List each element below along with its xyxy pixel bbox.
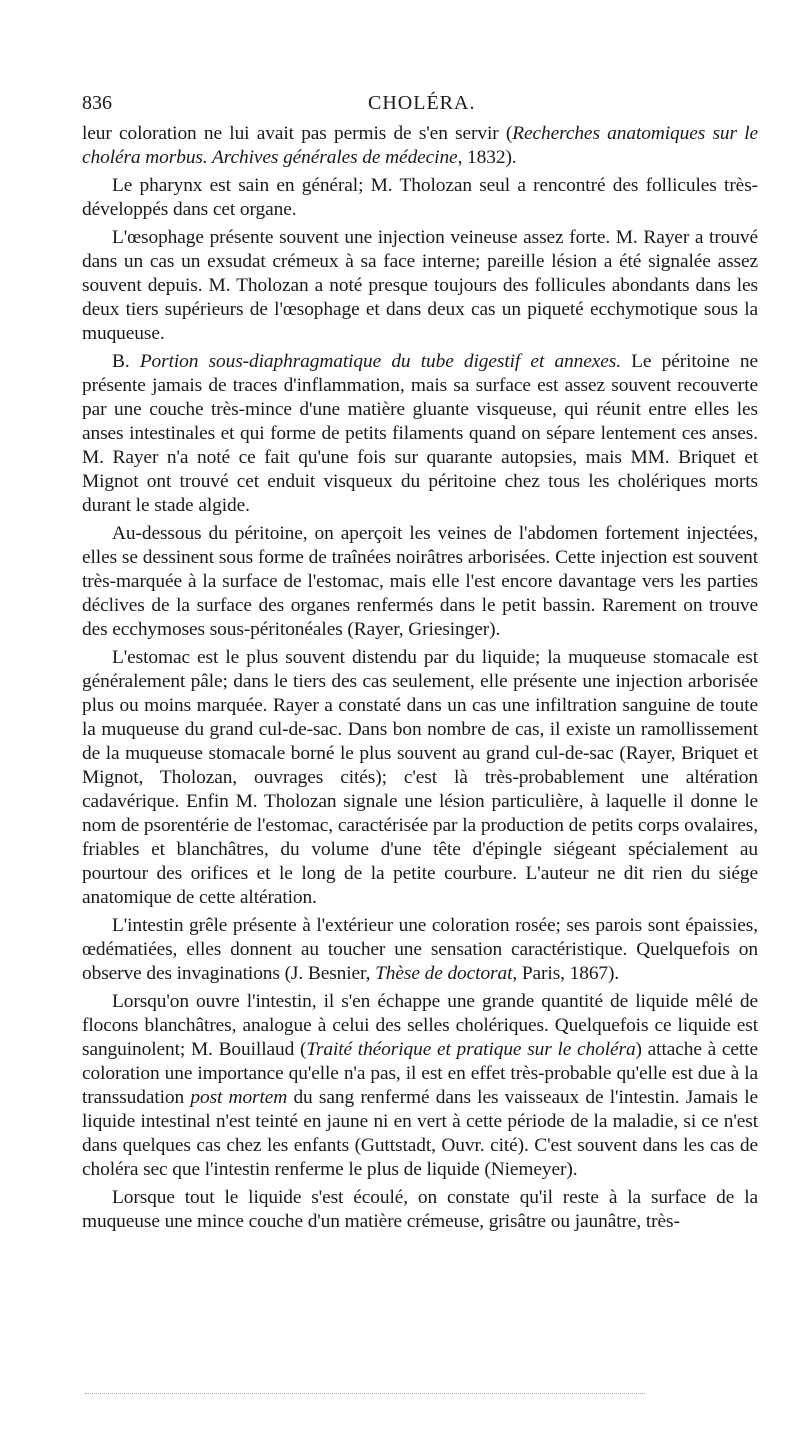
italic-citation: Traité théorique et pratique sur le choléra [306, 1039, 636, 1060]
text-run: ) attache à cette coloration une importance qu'elle n'a pas, il est en effet très-probable qu'elle est due à la transsudation [82, 1039, 758, 1108]
italic-citation: Thèse de doctorat [375, 963, 513, 984]
italic-citation: Recherches anatomiques sur le choléra morbus. Archives générales de médecine [82, 123, 758, 168]
document-page [82, 92, 758, 1238]
text-run: leur coloration ne lui avait pas permis de s'en servir ( [82, 123, 513, 144]
text-run: , 1832). [457, 147, 517, 168]
paragraph [82, 914, 758, 986]
text-run: Au-dessous du péritoine, on aperçoit les veines de l'abdomen fortement injectées, elles se dessinent sous forme de traînées noirâtres arborisées. Cette injection est souvent très-marquée à la surface de l'estomac, mais elle l'est encore davantage vers les parties déclives de la surface des organes renfermés dans le petit bassin. Rarement on trouve des ecchymoses sous-péritonéales (Rayer, Griesinger). [82, 523, 758, 640]
paragraph [82, 990, 758, 1182]
text-run: Le pharynx est sain en général; M. Tholozan seul a rencontré des follicules très-développés dans cet organe. [82, 175, 758, 220]
paragraph [82, 226, 758, 346]
paragraph [82, 522, 758, 642]
text-run: L'estomac est le plus souvent distendu par du liquide; la muqueuse stomacale est généralement pâle; dans le tiers des cas seulement, elle présente une injection arborisée plus ou moins marquée. Rayer a constaté dans un cas une infiltration sanguine de toute la muqueuse du grand cul-de-sac. Dans bon nombre de cas, il existe un ramollissement de la muqueuse stomacale borné le plus souvent au grand cul-de-sac (Rayer, Briquet et Mignot, Tholozan, ouvrages cités); c'est là très-probablement une altération cadavérique. Enfin M. Tholozan signale une lésion particulière, à laquelle il donne le nom de psorentérie de l'estomac, caractérisée par la production de petits corps ovalaires, friables et blanchâtres, du volume d'une tête d'épingle siégeant spécialement au pourtour des orifices et le long de la petite courbure. L'auteur ne dit rien du siége anatomique de cette altération. [82, 647, 758, 908]
running-title: CHOLÉRA. [368, 92, 476, 114]
paragraph [82, 174, 758, 222]
text-run: L'intestin grêle présente à l'extérieur une coloration rosée; ses parois sont épaissies, œdématiées, elles donnent au toucher une sensation caractéristique. Quelquefois on observe des invaginations (J. Besnier, [82, 915, 758, 984]
text-run: B. [112, 351, 140, 372]
text-run: L'œsophage présente souvent une injection veineuse assez forte. M. Rayer a trouvé dans un cas un exsudat crémeux à sa face interne; pareille lésion a été signalée assez souvent depuis. M. Tholozan a noté presque toujours des follicules abondants dans les deux tiers supérieurs de l'œsophage et dans deux cas un piqueté ecchymotique sous la muqueuse. [82, 227, 758, 344]
italic-citation: post mortem [190, 1087, 288, 1108]
text-run: Lorsque tout le liquide s'est écoulé, on constate qu'il reste à la surface de la muqueuse une mince couche d'un matière crémeuse, grisâtre ou jaunâtre, très- [82, 1187, 758, 1232]
page-header [82, 92, 758, 122]
text-run: Le péritoine ne présente jamais de traces d'inflammation, mais sa surface est assez souvent recouverte par une couche très-mince d'une matière gluante visqueuse, qui réunit entre elles les anses intestinales et qui forme de petits filaments quand on sépare lentement ces anses. M. Rayer n'a noté ce fait qu'une fois sur quarante autopsies, mais MM. Briquet et Mignot ont trouvé cet enduit visqueux du péritoine chez tous les cholériques morts durant le stade algide. [82, 351, 758, 516]
body-text [82, 122, 758, 1234]
text-run: du sang renfermé dans les vaisseaux de l'intestin. Jamais le liquide intestinal n'est teinté en jaune ni en vert à cette période de la maladie, si ce n'est dans quelques cas chez les enfants (Guttstadt, Ouvr. cité). C'est souvent dans les cas de choléra sec que l'intestin renferme le plus de liquide (Niemeyer). [82, 1087, 758, 1180]
text-run: , Paris, 1867). [512, 963, 620, 984]
page-number: 836 [82, 92, 112, 114]
paragraph [82, 646, 758, 910]
paragraph [82, 1186, 758, 1234]
italic-citation: Portion sous-diaphragmatique du tube digestif et annexes. [139, 351, 621, 372]
paragraph [82, 350, 758, 518]
text-run: Lorsqu'on ouvre l'intestin, il s'en échappe une grande quantité de liquide mêlé de flocons blanchâtres, analogue à celui des selles cholériques. Quelquefois ce liquide est sanguinolent; M. Bouillaud ( [82, 991, 758, 1060]
footer-rule [85, 1393, 645, 1394]
paragraph [82, 122, 758, 170]
